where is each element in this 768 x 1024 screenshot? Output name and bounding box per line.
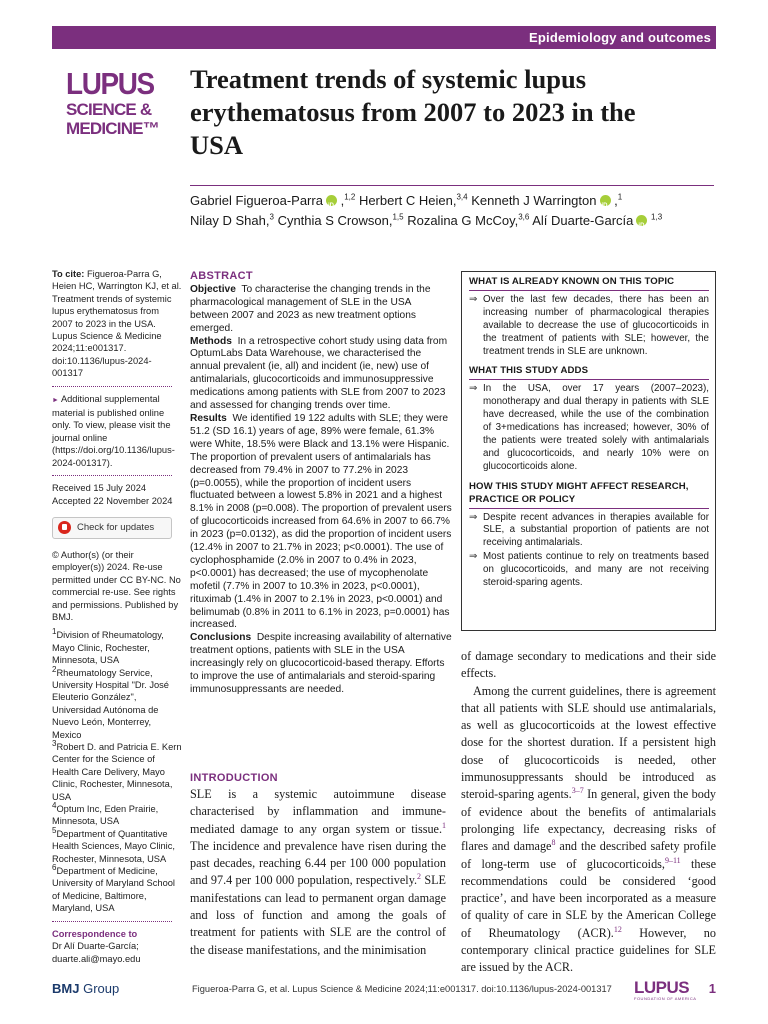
affiliation-ref: 1,3 — [651, 212, 663, 222]
divider — [469, 508, 709, 509]
reference-link[interactable]: 12 — [613, 924, 622, 934]
orcid-icon[interactable] — [326, 195, 337, 206]
logo-line-2: SCIENCE & — [66, 100, 152, 119]
affiliation-text: Department of Medicine, University of Maryland School of Medicine, Baltimore, Maryland, USA — [52, 866, 175, 914]
reference-link[interactable]: 3–7 — [571, 786, 584, 796]
divider — [52, 921, 172, 922]
author-name[interactable]: Cynthia S Crowson, — [277, 213, 393, 228]
affiliation-item — [52, 825, 182, 865]
bmj-wordmark: BMJ — [52, 981, 80, 996]
orcid-icon[interactable] — [636, 215, 647, 226]
key-item-text: In the USA, over 17 years (2007–2023), monotherapy and dual therapy in patients with SLE have decreased, while the use of the combination of 3+medications has increased; however, 30% of the patients were treated solely with antimalarials and glucocorticoids, and nearly 10% were on glucocorticoids alone. — [483, 383, 709, 472]
page-number: 1 — [708, 981, 716, 996]
affiliation-list — [52, 629, 182, 914]
affiliation-text: Rheumatology Service, University Hospital "Dr. José Eleuterio González", Universidad Autónoma de Nuevo León, Monterrey, Mexico — [52, 667, 169, 740]
affiliation-text: Department of Quantitative Health Sciences, Mayo Clinic, Rochester, Minnesota, USA — [52, 828, 175, 864]
abstract-conclusions — [190, 632, 452, 697]
citation-label: To cite: — [52, 269, 85, 279]
journal-logo — [66, 68, 164, 137]
affiliation-ref: 3,6 — [518, 212, 530, 222]
affiliation-number: 5 — [52, 825, 57, 835]
affiliation-text: Robert D. and Patricia E. Kern Center for the Science of Health Care Delivery, Mayo Clinic, Rochester, Minnesota, USA — [52, 742, 182, 802]
lupus-wordmark: LUPUS — [634, 978, 690, 997]
affiliation-number: 4 — [52, 800, 57, 810]
affiliation-item — [52, 664, 182, 741]
arrow-icon: ⇒ — [469, 293, 478, 305]
arrow-icon: ⇒ — [469, 511, 478, 523]
author-list: Gabriel Figueroa-ParraiD ,$^{1,2}$ Herbert C Heien,$^{3,4}$ Kenneth J WarringtoniD ,$^1$ Nilay D Shah,$^3$ Cynthia S Crowson,$^{1,5}$ Rozalina G McCoy,$^{3,6}$ Alí Duarte-GarcíaiD $^{1,3}$ — [190, 191, 720, 231]
key-heading: WHAT THIS STUDY ADDS — [469, 365, 589, 377]
body-text: Among the current guidelines, there is agreement that all patients with SLE should use antimalarials, as well as glucocorticoids at the lowest effective dose for the shortest duration. If a persistent high dose of glucocorticoids is needed, other immunosuppressants should be introduced as steroid-sparing agents. — [461, 683, 716, 802]
logo-line-3: MEDICINE™ — [66, 119, 159, 138]
correspondence-heading: Correspondence to — [52, 928, 138, 939]
reference-link[interactable]: 9–11 — [664, 855, 681, 865]
key-item-text: Despite recent advances in therapies available for SLE, a substantial proportion of patients are not receiving antimalarials. — [483, 511, 709, 549]
supplemental-note[interactable] — [52, 393, 182, 469]
author-name[interactable]: Gabriel Figueroa-Parra — [190, 193, 323, 208]
abstract-objective — [190, 284, 452, 336]
affiliation-ref: 3 — [269, 212, 274, 222]
body-text: The incidence and prevalence have risen during the past decades, reaching 6.44 per 100 000 population and 97.4 per 100 000 population, respectively. — [190, 838, 446, 888]
reference-link[interactable]: 8 — [551, 838, 556, 848]
key-item — [469, 512, 709, 551]
reference-link[interactable]: 2 — [417, 872, 422, 882]
affiliation-number: 6 — [52, 862, 57, 872]
body-text: SLE manifestations can lead to permanent organ damage and loss of function and among the goals of treatment for patients with SLE are the control of the disease manifestations, and the minimisation — [190, 873, 446, 957]
affiliation-number: 2 — [52, 664, 57, 674]
key-item-text: Most patients continue to rely on treatments based on glucocorticoids, and many are not receiving steroid-sparing agents. — [483, 551, 709, 589]
affiliation-text: Optum Inc, Eden Prairie, Minnesota, USA — [52, 804, 159, 827]
key-item — [469, 551, 709, 590]
triangle-icon: ► — [52, 396, 59, 404]
accepted-date: Accepted 22 November 2024 — [52, 495, 173, 506]
section-banner — [52, 26, 716, 49]
affiliation-number: 3 — [52, 738, 57, 748]
abstract-methods — [190, 336, 452, 413]
results-text: We identified 19 122 adults with SLE; they were 51.2 (SD 16.1) years of age, 89% were female, 61.3% were White, 18.5% were Black and 13.1% were Hispanic. The proportion of prevalent users of antimalarials has decreased from 79.4% in 2007 to 77.2% in 2023 (p=0.0055), while the proportion of incident users fluctuated between a lowest 5.8% in 2021 and a highest 8.1% in 2008 (p=0.008). The proportion of prevalent users of glucocorticoids increased from 64.6% in 2007 to 66.7% in 2023 (p=0.0132), as did the proportion of incident users (12.4% in 2007 to 21.7% in 2023; p<0.0001). The use of cyclophosphamide (2.0% in 2007 to 0.4% in 2023, p<0.0001) has decreased; the use of mycophenolate mofetil (7.7% in 2007 to 10.3% in 2023, p<0.0001), rituximab (1.4% in 2007 to 2.1% in 2023, p<0.0001) and belimumab (0.8% in 2011 to 6.1% in 2023, p=0.0001) has increased. — [190, 412, 452, 631]
abstract — [190, 270, 452, 697]
body-paragraph — [461, 683, 716, 977]
divider — [469, 379, 709, 380]
supplemental-text[interactable]: Additional supplemental material is published online only. To view, please visit the journal online (https://doi.org/10.1136/lupus-2024-001317). — [52, 393, 175, 468]
divider — [52, 386, 172, 387]
article-title: Treatment trends of systemic lupus erythematosus from 2007 to 2023 in the USA — [190, 64, 636, 160]
copyright: © Author(s) (or their employer(s)) 2024. Re-use permitted under CC BY-NC. No commercial re-use. See rights and permissions. Published by BMJ. — [52, 549, 181, 622]
key-messages-box — [461, 271, 716, 631]
key-heading: WHAT IS ALREADY KNOWN ON THIS TOPIC — [469, 276, 675, 287]
intro-paragraph — [190, 786, 446, 959]
key-section-known — [469, 276, 709, 358]
affiliation-ref: 3,4 — [456, 192, 468, 202]
body-text: However, no contemporary clinical practice guidelines for SLE are issued by the ACR. — [461, 925, 716, 975]
correspondence-text[interactable]: Dr Alí Duarte-García; duarte.ali@mayo.edu — [52, 941, 141, 964]
citation — [52, 268, 182, 380]
conclusions-label: Conclusions — [190, 632, 252, 644]
footer-citation: Figueroa-Parra G, et al. Lupus Science & Medicine 2024;11:e001317. doi:10.1136/lupus-2024-001317 — [192, 984, 612, 994]
body-text: and the described safety profile of long-term use of glucocorticoids, — [461, 839, 716, 871]
arrow-icon: ⇒ — [469, 383, 478, 395]
article-sidebar — [52, 268, 182, 965]
key-section-adds — [469, 365, 709, 473]
affiliation-ref: 1 — [617, 192, 623, 202]
introduction-heading: INTRODUCTION — [190, 772, 278, 784]
author-name[interactable]: Nilay D Shah, — [190, 213, 270, 228]
key-section-impact — [469, 481, 709, 590]
key-heading: HOW THIS STUDY MIGHT AFFECT RESEARCH, PRACTICE OR POLICY — [469, 480, 689, 505]
bmj-group-logo — [52, 981, 119, 996]
affiliation-item — [52, 800, 182, 828]
affiliation-ref: 1,5 — [392, 212, 404, 222]
check-updates-label: Check for updates — [77, 521, 155, 533]
body-column-right — [461, 648, 716, 977]
check-for-updates-button[interactable] — [52, 517, 172, 539]
author-name[interactable]: Alí Duarte-García — [532, 213, 634, 228]
methods-label: Methods — [190, 335, 232, 347]
key-item — [469, 294, 709, 359]
methods-text: In a retrospective cohort study using data from OptumLabs Data Warehouse, we characterised the annual prevalent (ie, all) and incident (ie, new) use of antimalarials, glucocorticoids and immunosuppressive medications among patients with SLE from 2007 to 2023 and assessed for changing trends over time. — [190, 335, 448, 412]
conclusions-text: Despite increasing availability of alternative treatment options, patients with SLE in the USA increasingly rely on glucocorticoid-based therapy. Efforts to improve the use of antimalarials and steroid-sparing immunosuppressants are needed. — [190, 632, 452, 695]
key-item-text: Over the last few decades, there has been an increasing number of pharmacological therapies available to decrease the use of glucocorticoids in the treatment of patients with SLE; however, the treatment trends in SLE are unknown. — [483, 293, 709, 357]
affiliation-text: Division of Rheumatology, Mayo Clinic, Rochester, Minnesota, USA — [52, 630, 164, 666]
affiliation-item — [52, 629, 182, 666]
results-label: Results — [190, 412, 227, 424]
affiliation-item — [52, 738, 182, 803]
body-text: these recommendations could be considered ‘good practice’, and have been incorporated as a measure of quality of care in SLE by the American College of Rheumatology (ACR). — [461, 856, 717, 940]
affiliation-ref: 1,2 — [344, 192, 356, 202]
author-name[interactable]: Herbert C Heien, — [358, 193, 457, 208]
abstract-heading: ABSTRACT — [190, 270, 253, 282]
arrow-icon: ⇒ — [469, 551, 478, 563]
orcid-icon[interactable] — [600, 195, 611, 206]
foundation-wordmark: FOUNDATION OF AMERICA — [634, 996, 697, 1001]
objective-text: To characterise the changing trends in the pharmacological management of SLE in the USA between 2007 and 2023 as new treatment options emerged. — [190, 283, 431, 334]
author-name[interactable]: Rozalina G McCoy, — [407, 213, 519, 228]
citation-text: Figueroa-Parra G, Heien HC, Warrington KJ, et al. Treatment trends of systemic lupus erythematosus from 2007 to 2023 in the USA. Lupus Science & Medicine 2024;11:e001317. doi:10.1136/lupus-2024-001317 — [52, 269, 182, 379]
body-paragraph: of damage secondary to medications and their side effects. — [461, 649, 716, 681]
bookmark-icon — [58, 521, 71, 534]
reference-link[interactable]: 1 — [442, 820, 446, 830]
divider — [469, 290, 709, 291]
body-text: SLE is a systemic autoimmune disease characterised by inflammation and immune-mediated damage to any organ system or tissue. — [190, 787, 446, 836]
key-item — [469, 383, 709, 473]
logo-line-1: LUPUS — [66, 66, 154, 101]
received-date: Received 15 July 2024 — [52, 483, 147, 494]
affiliation-number: 1 — [52, 627, 57, 637]
affiliation-item — [52, 862, 182, 915]
section-label: Epidemiology and outcomes — [529, 30, 711, 45]
lupus-foundation-logo — [634, 978, 696, 1001]
body-text: In general, given the body of evidence about the benefits of antimalarials prolonging life expectancy, decreasing risks of flares and damage — [461, 787, 717, 854]
abstract-results — [190, 413, 452, 632]
author-name[interactable]: Kenneth J Warrington — [471, 193, 597, 208]
divider — [52, 475, 172, 476]
author-divider — [190, 185, 714, 186]
body-column-left — [190, 786, 446, 959]
group-wordmark: Group — [83, 981, 120, 996]
objective-label: Objective — [190, 283, 236, 295]
page-footer — [52, 978, 716, 1002]
